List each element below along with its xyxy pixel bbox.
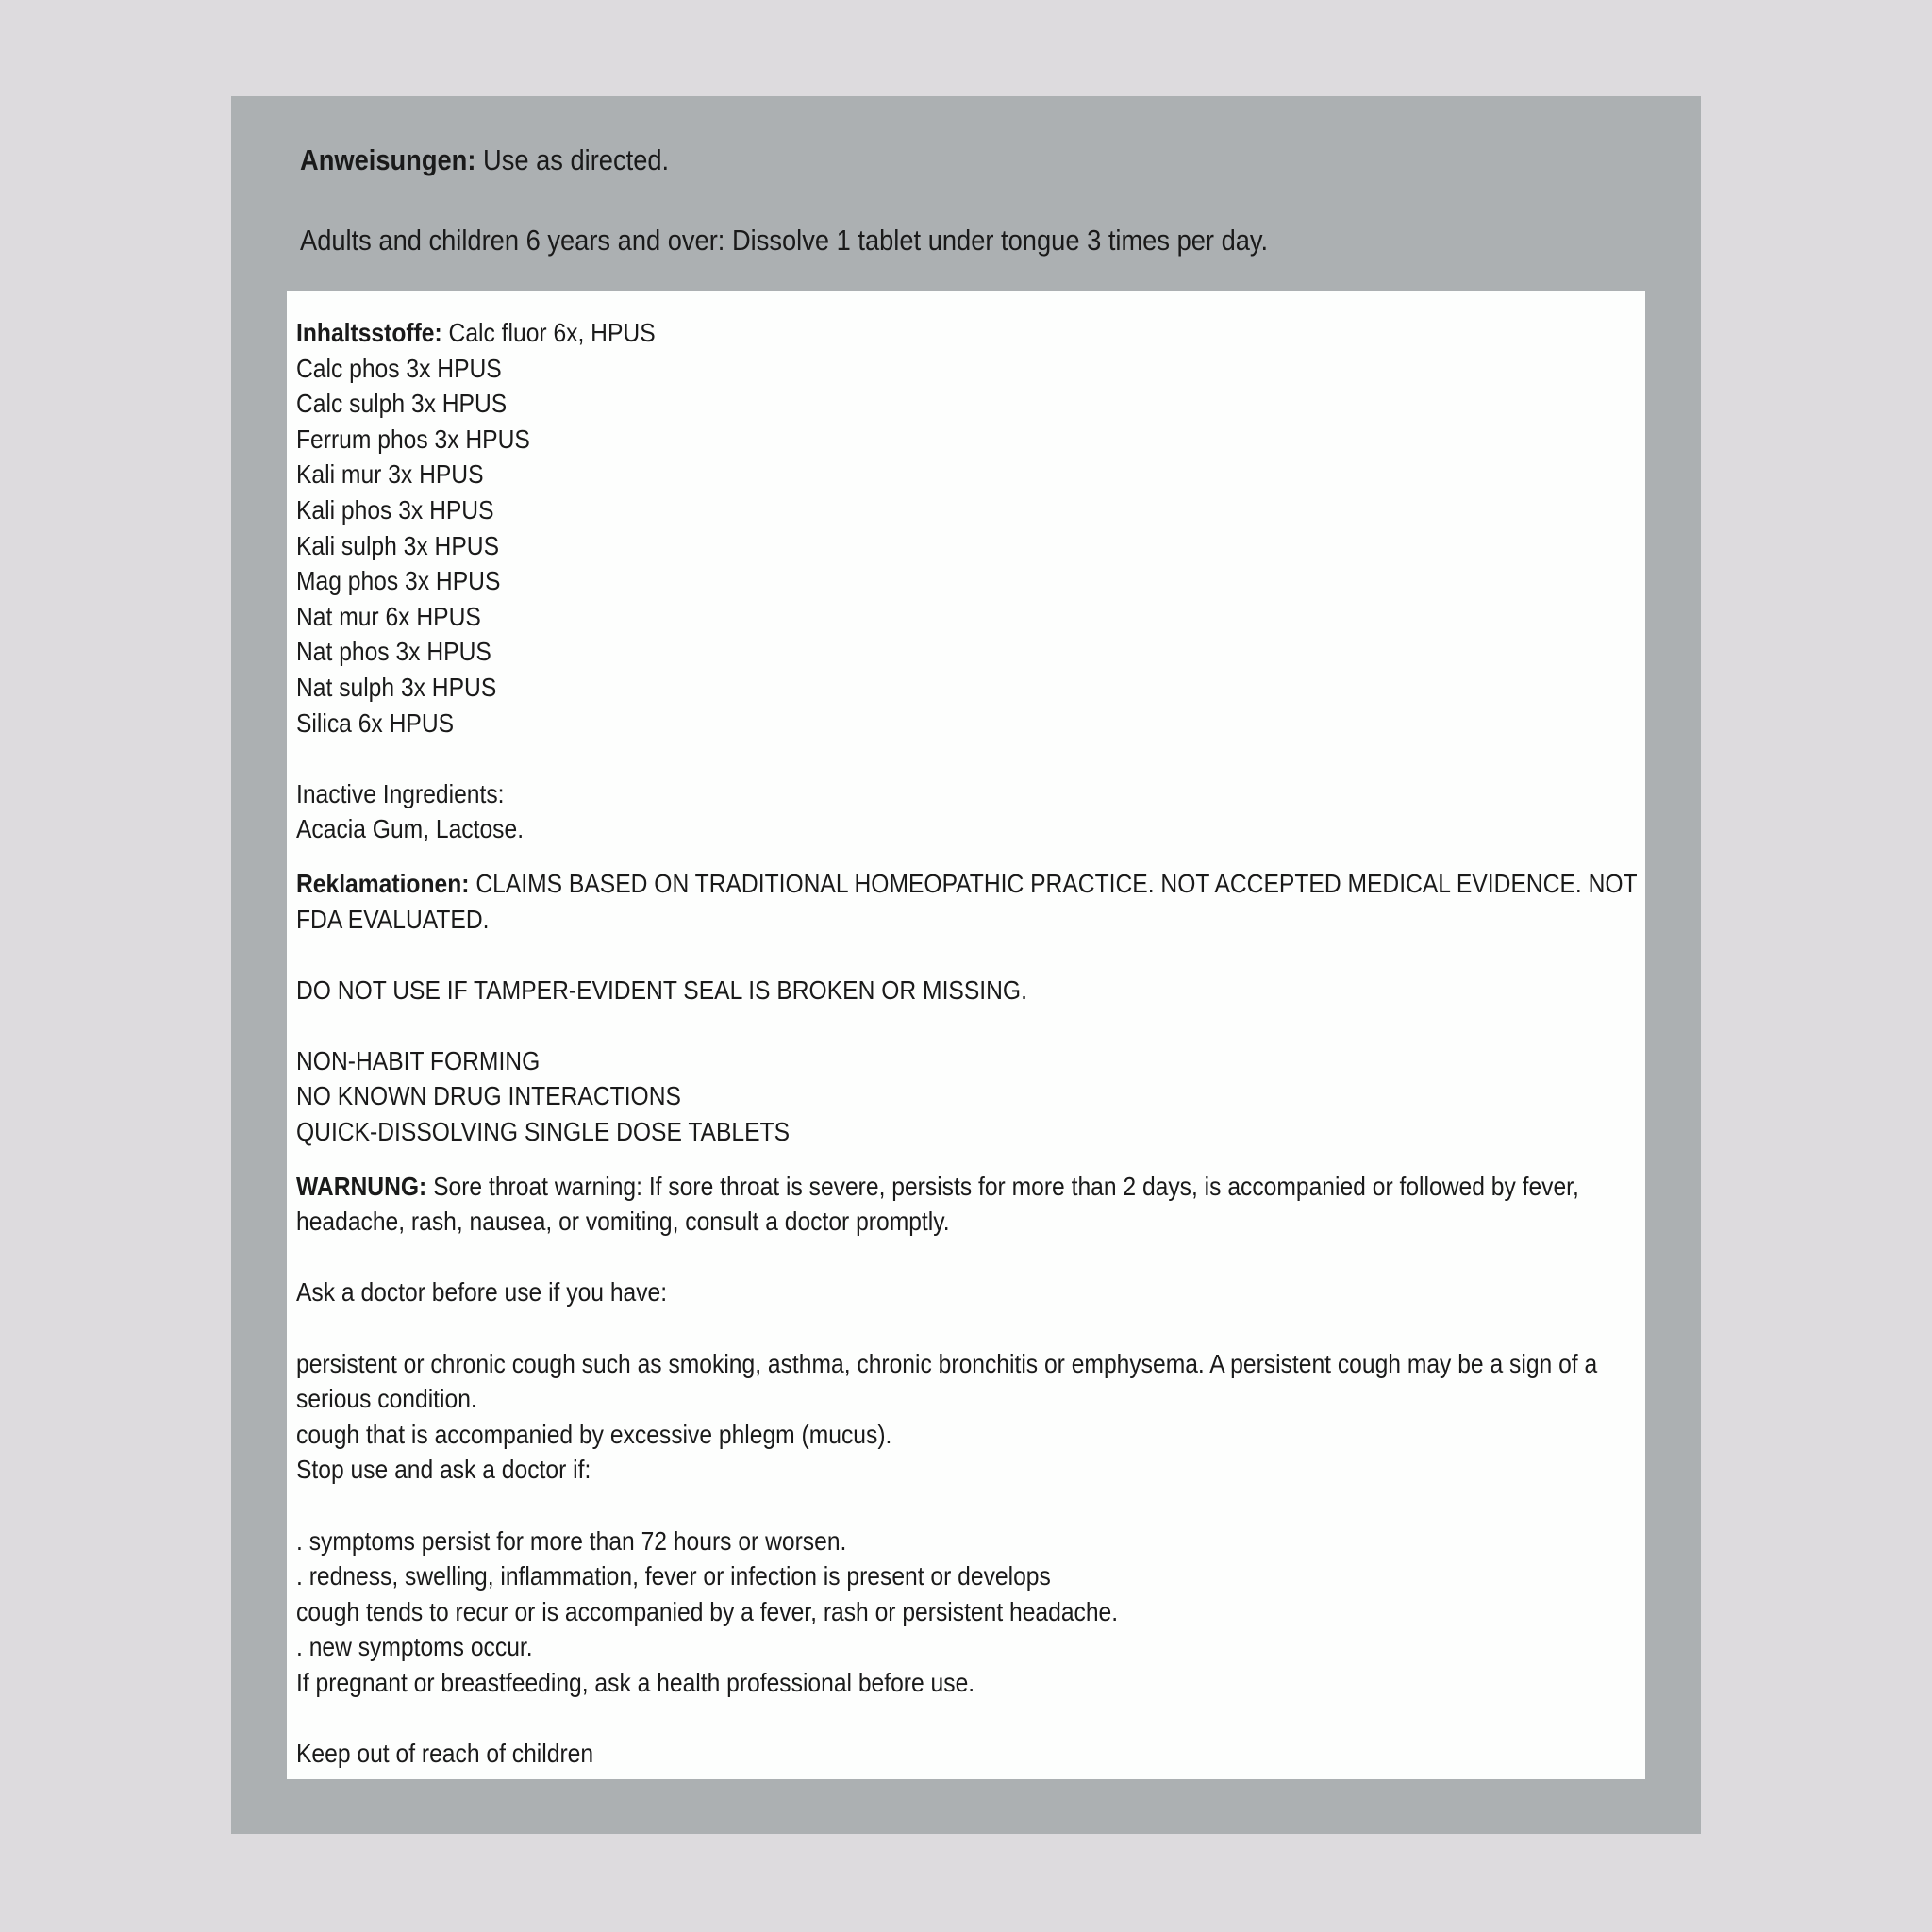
condition-item: persistent or chronic cough such as smoking, asthma, chronic bronchitis or emphysema. A persistent cough may be a sign of a serious condition.: [296, 1348, 1598, 1414]
claims-line: [296, 866, 1649, 937]
ingredient-item: Calc phos 3x HPUS: [296, 353, 502, 383]
stop-item: . redness, swelling, inflammation, fever or infection is present or develops: [296, 1561, 1051, 1591]
keep-out-notice: Keep out of reach of children: [296, 1739, 594, 1769]
ingredient-item: Nat mur 6x HPUS: [296, 601, 481, 631]
warning-label: WARNUNG:: [296, 1171, 427, 1201]
dosage-text: Adults and children 6 years and over: Dissolve 1 tablet under tongue 3 times per day.: [300, 224, 1269, 257]
condition-item: cough that is accompanied by excessive phlegm (mucus).: [296, 1419, 892, 1449]
stop-item: . symptoms persist for more than 72 hours or worsen.: [296, 1525, 847, 1556]
inactive-label: Inactive Ingredients:: [296, 778, 505, 808]
directions-text: Use as directed.: [483, 143, 670, 176]
ask-doctor-text: Ask a doctor before use if you have:: [296, 1277, 668, 1307]
warning-line: [296, 1169, 1649, 1240]
feature-item: NO KNOWN DRUG INTERACTIONS: [296, 1081, 681, 1111]
ingredient-item: Silica 6x HPUS: [296, 708, 455, 738]
ingredient-item: Ferrum phos 3x HPUS: [296, 424, 530, 454]
label-content: [296, 315, 1649, 1772]
ingredients-label: Inhaltsstoffe:: [296, 318, 442, 347]
ingredient-item: Kali phos 3x HPUS: [296, 494, 494, 525]
stop-item: . new symptoms occur.: [296, 1632, 533, 1662]
directions-section: [300, 142, 1462, 259]
directions-label: Anweisungen:: [300, 143, 476, 176]
ingredient-item: Calc fluor 6x, HPUS: [448, 318, 656, 347]
ingredient-item: Kali mur 3x HPUS: [296, 459, 484, 490]
feature-item: QUICK-DISSOLVING SINGLE DOSE TABLETS: [296, 1117, 791, 1147]
ingredient-item: Kali sulph 3x HPUS: [296, 530, 500, 560]
stop-use-heading: Stop use and ask a doctor if:: [296, 1455, 591, 1485]
ingredient-item: Nat phos 3x HPUS: [296, 637, 491, 667]
seal-notice: DO NOT USE IF TAMPER-EVIDENT SEAL IS BROKEN OR MISSING.: [296, 974, 1027, 1005]
feature-item: NON-HABIT FORMING: [296, 1045, 541, 1075]
warning-text: Sore throat warning: If sore throat is severe, persists for more than 2 days, is accompanied or followed by fever, headache, rash, nausea, or vomiting, consult a doctor promptly.: [296, 1171, 1579, 1237]
directions-line: [300, 142, 1462, 179]
claims-text: CLAIMS BASED ON TRADITIONAL HOMEOPATHIC PRACTICE. NOT ACCEPTED MEDICAL EVIDENCE. NOT FDA EVALUATED.: [296, 868, 1638, 934]
stop-item: cough tends to recur or is accompanied by a fever, rash or persistent headache.: [296, 1596, 1119, 1626]
pregnancy-warning: If pregnant or breastfeeding, ask a health professional before use.: [296, 1667, 975, 1697]
ingredients-line: [296, 315, 1649, 351]
ingredient-item: Mag phos 3x HPUS: [296, 566, 501, 596]
ingredient-item: Nat sulph 3x HPUS: [296, 672, 497, 702]
ingredient-item: Calc sulph 3x HPUS: [296, 389, 508, 419]
claims-label: Reklamationen:: [296, 868, 470, 898]
inactive-ingredients: Acacia Gum, Lactose.: [296, 814, 525, 844]
